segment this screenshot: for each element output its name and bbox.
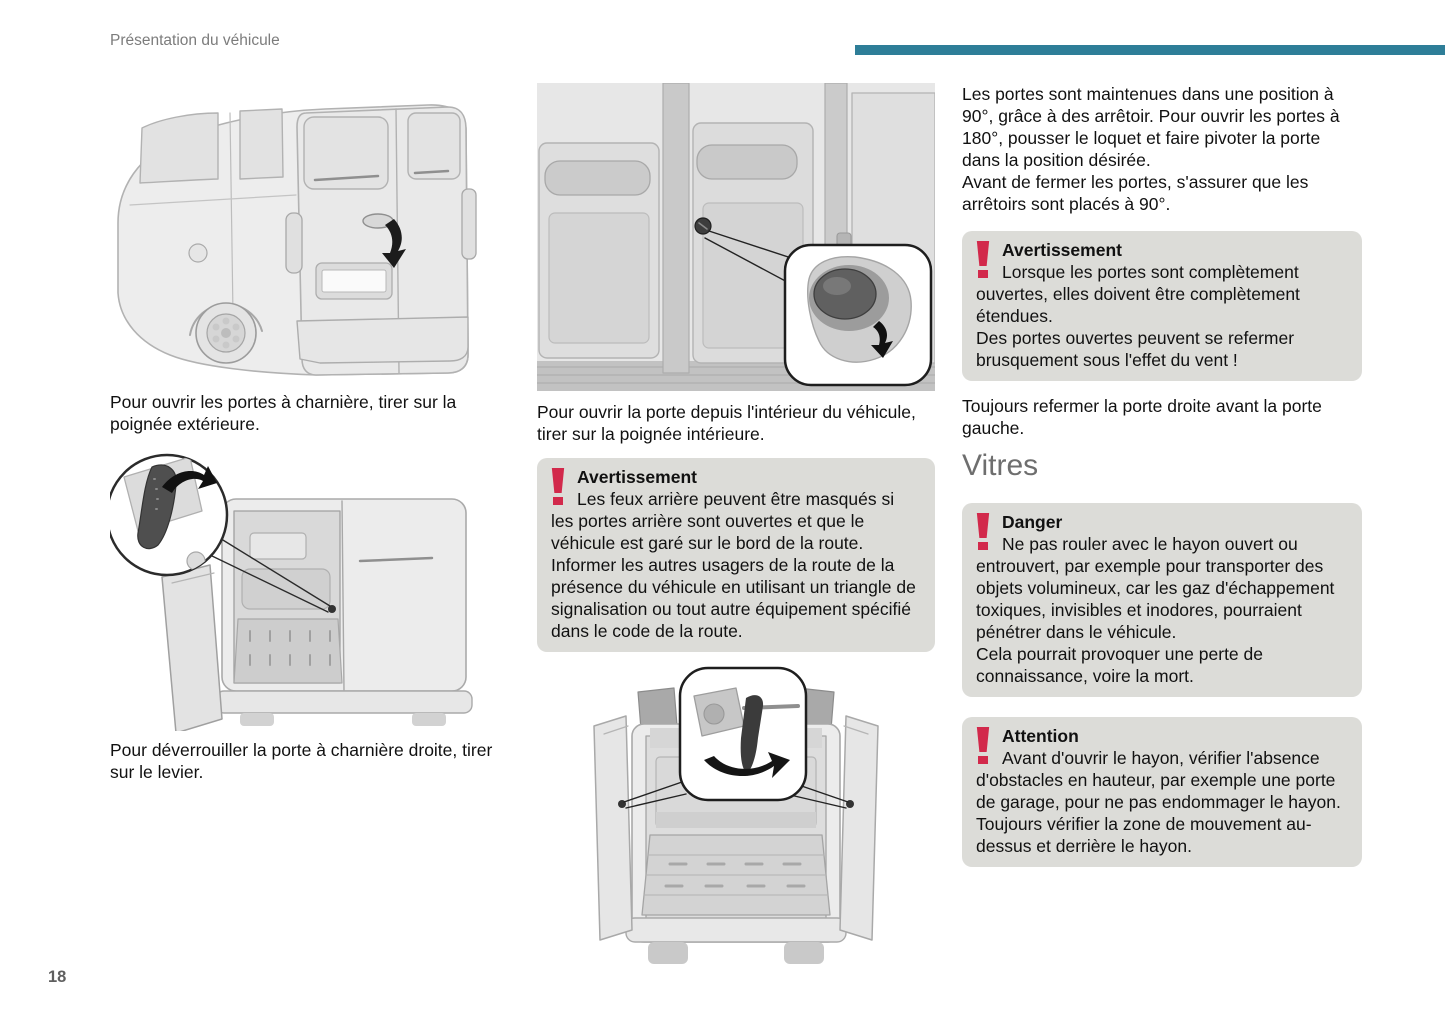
warning-body: Les feux arrière peuvent être masqués si les portes arrière sont ouvertes et que le véhicule est garé sur le bord de la route. Informer les autres usagers de la route de la présence du véhicule en utilisant un triangle de signalisation ou tout autre équipement spécifié dans le code de la route.	[551, 489, 916, 641]
caption-open-from-inside: Pour ouvrir la porte depuis l'intérieur du véhicule, tirer sur la poignée intérieure.	[537, 402, 916, 444]
accent-bar	[855, 45, 1445, 55]
rear-doors-open-drawing	[586, 662, 886, 984]
column-right	[962, 83, 1362, 867]
warning-icon	[551, 468, 565, 508]
attention-box-tailgate-clearance	[962, 717, 1362, 867]
danger-body-1: Ne pas rouler avec le hayon ouvert ou entrouvert, par exemple pour transporter des objets volumineux, car les gaz d'échappement toxiques, invisibles et inodores, pourraient pénétrer dans le véhicule.	[976, 534, 1335, 642]
paragraph-door-stops-2: Avant de fermer les portes, s'assurer que les arrêtoirs sont placés à 90°.	[962, 172, 1309, 214]
van-rear-exterior-drawing	[110, 83, 510, 381]
running-header: Présentation du véhicule	[110, 32, 280, 49]
illustration-van-rear-exterior	[110, 83, 510, 381]
caption-open-hinged-doors: Pour ouvrir les portes à charnière, tirer sur la poignée extérieure.	[110, 392, 457, 434]
attention-title: Attention	[1002, 726, 1079, 746]
door-lock-lever-drawing	[110, 449, 490, 731]
warning-title: Avertissement	[1002, 240, 1122, 260]
danger-title: Danger	[1002, 512, 1063, 532]
attention-icon	[976, 727, 990, 767]
warning-icon	[976, 241, 990, 281]
warning-box-doors-wind	[962, 231, 1362, 381]
illustration-rear-doors-open	[537, 662, 935, 984]
illustration-door-lock-lever	[110, 449, 510, 731]
danger-body-2: Cela pourrait provoquer une perte de connaissance, voire la mort.	[976, 644, 1263, 686]
attention-body: Avant d'ouvrir le hayon, vérifier l'absence d'obstacles en hauteur, par exemple une porte de garage, pour ne pas endommager le hayon. Toujours vérifier la zone de mouvement au-dessus et derrière le hayon.	[976, 748, 1341, 856]
danger-icon	[976, 513, 990, 553]
section-heading-vitres: Vitres	[962, 449, 1039, 482]
column-left	[110, 83, 510, 783]
warning-body-2: Des portes ouvertes peuvent se refermer brusquement sous l'effet du vent !	[976, 328, 1295, 370]
danger-box-tailgate-open	[962, 503, 1362, 697]
paragraph-door-stops-1: Les portes sont maintenues dans une position à 90°, grâce à des arrêtoir. Pour ouvrir les portes à 180°, pousser le loquet et faire pivoter la porte dans la position désirée.	[962, 84, 1340, 170]
warning-title: Avertissement	[577, 467, 697, 487]
page-number: 18	[48, 968, 67, 986]
paragraph-close-right-door-first: Toujours refermer la porte droite avant la porte gauche.	[962, 396, 1322, 438]
illustration-rear-doors-interior	[537, 83, 935, 391]
column-middle	[537, 83, 935, 984]
caption-unlock-right-door: Pour déverrouiller la porte à charnière droite, tirer sur le levier.	[110, 740, 493, 782]
warning-box-rear-lights	[537, 458, 935, 652]
warning-body-1: Lorsque les portes sont complètement ouvertes, elles doivent être complètement étendues.	[976, 262, 1300, 326]
rear-doors-interior-drawing	[537, 83, 935, 391]
